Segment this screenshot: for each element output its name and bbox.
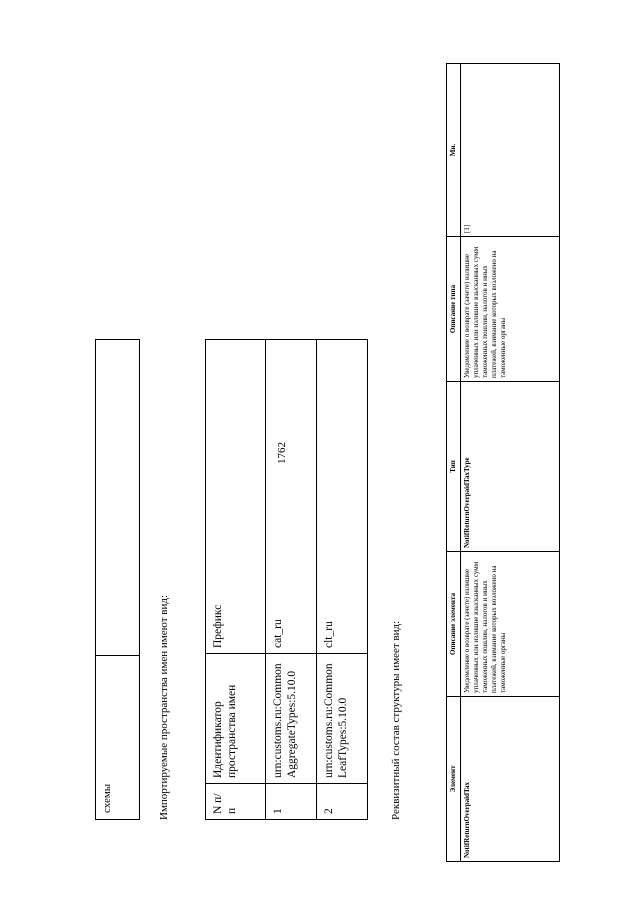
column-header-type: Тип — [447, 382, 461, 552]
structure-table — [446, 63, 560, 862]
column-header-type-desc: Описание типа — [447, 237, 461, 382]
column-header-id: Идентификатор пространства имен — [206, 654, 266, 784]
fragment-table — [95, 339, 140, 820]
table-row — [317, 340, 368, 820]
table-row — [461, 64, 560, 862]
structure-caption: Реквизитный состав структуры имеет вид: — [390, 620, 402, 820]
table-header-row — [206, 340, 266, 820]
column-header-element: Элемент — [447, 697, 461, 862]
table-cell: схемы — [96, 656, 140, 820]
table-cell: Уведомление о возврате (зачете) излишне уплаченных или излишне взысканных сумм таможенных пошлин, налогов и иных платежей, взимание которых возложено на таможенные органы — [461, 237, 560, 382]
table-cell: urn:customs.ru:Common LeafTypes:5.10.0 — [317, 654, 368, 784]
namespaces-table — [205, 339, 368, 820]
column-header-num: N п/п — [206, 784, 266, 820]
table-row — [266, 340, 317, 820]
table-cell: [1] — [461, 64, 560, 237]
table-cell: NotifReturnOverpaidTax — [461, 697, 560, 862]
table-header-row — [447, 64, 461, 862]
table-cell: clt_ru — [317, 340, 368, 654]
page-number: 1762 — [276, 442, 288, 464]
table-cell: cat_ru — [266, 340, 317, 654]
column-header-prefix: Префикс — [206, 340, 266, 654]
table-row — [96, 340, 140, 820]
table-cell: urn:customs.ru:Common AggregateTypes:5.10.0 — [266, 654, 317, 784]
fragment-table-wrapper — [95, 339, 140, 820]
table-cell: 1 — [266, 784, 317, 820]
structure-table-wrapper — [446, 63, 560, 862]
column-header-element-desc: Описание элемента — [447, 552, 461, 697]
table-cell: NotifReturnOverpaidTaxType — [461, 382, 560, 552]
table-cell: 2 — [317, 784, 368, 820]
table-cell — [96, 340, 140, 656]
namespaces-caption: Импортируемые пространства имен имеют вид: — [158, 594, 170, 820]
table-cell: Уведомление о возврате (зачете) излишне уплаченных или излишне взысканных сумм таможенных пошлин, налогов и иных платежей, взимание которых возложено на таможенные органы — [461, 552, 560, 697]
column-header-mult: Мн. — [447, 64, 461, 237]
namespaces-table-wrapper — [205, 339, 368, 820]
